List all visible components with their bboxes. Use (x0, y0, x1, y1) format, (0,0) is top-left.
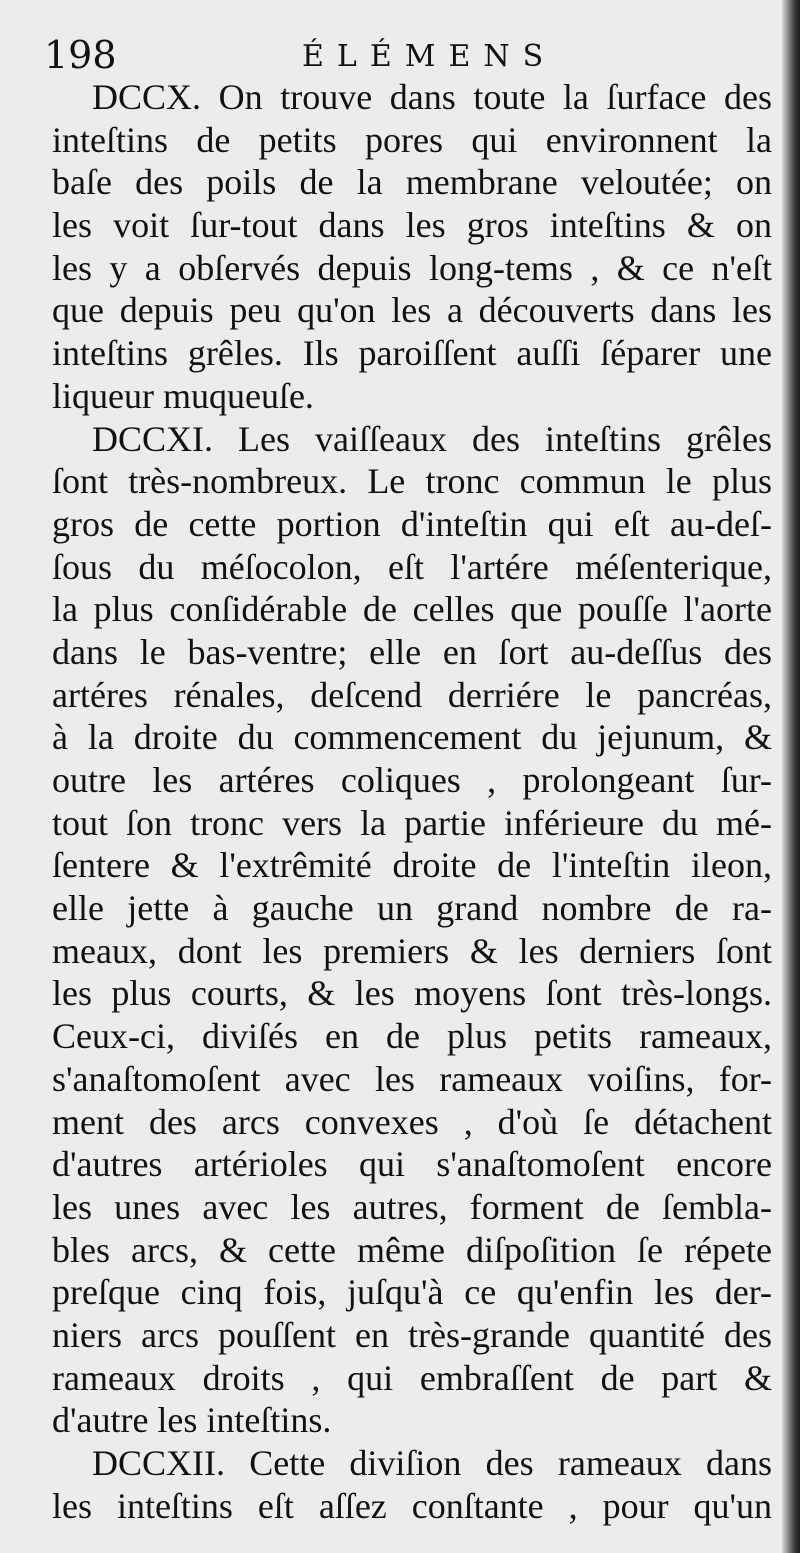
text-line: inteſtins de petits pores qui environnent la (52, 119, 772, 160)
text-line: preſque cinq fois, juſqu'à ce qu'enfin les der- (52, 1272, 772, 1313)
page-header (44, 30, 784, 80)
text-line: s'anaſtomoſent avec les rameaux voiſins, for- (52, 1058, 772, 1099)
text-line: que depuis peu qu'on les a découverts dans les (52, 290, 772, 331)
text-line: artéres rénales, deſcend derriére le pancréas, (52, 674, 772, 715)
text-line: ſous du méſocolon, eſt l'artére méſenterique, (52, 546, 772, 587)
text-line: liqueur muqueuſe. (52, 375, 314, 416)
text-line: dans le bas-ventre; elle en ſort au-deſſus des (52, 631, 772, 672)
paragraph-dccx (52, 76, 772, 418)
text-line: niers arcs pouſſent en très-grande quantité des (52, 1314, 772, 1355)
text-line: meaux, dont les premiers & les derniers ſont (52, 930, 772, 971)
text-line: ſentere & l'extrêmité droite de l'inteſtin ileon, (52, 845, 772, 886)
text-line: DCCX. On trouve dans toute la ſurface des (92, 77, 772, 117)
page-number: 198 (44, 33, 117, 77)
text-line: rameaux droits , qui embraſſent de part & (52, 1357, 772, 1398)
paragraph-dccxii (52, 1442, 772, 1527)
text-line: les y a obſervés depuis long-tems , & ce n'eſt (52, 247, 772, 288)
text-line: DCCXII. Cette diviſion des rameaux dans (92, 1443, 772, 1483)
page-gutter-shadow (782, 0, 800, 1553)
text-line: gros de cette portion d'inteſtin qui eſt au-deſ- (52, 503, 772, 544)
running-head: ÉLÉMENS (302, 39, 557, 74)
text-line: DCCXI. Les vaiſſeaux des inteſtins grêles (92, 418, 772, 459)
text-line: baſe des poils de la membrane veloutée; on (52, 162, 772, 203)
text-line: bles arcs, & cette même diſpoſition ſe répete (52, 1229, 772, 1270)
text-line: les inteſtins eſt aſſez conſtante , pour qu'un (52, 1485, 772, 1526)
text-line: d'autres artérioles qui s'anaſtomoſent encore (52, 1144, 772, 1185)
text-line: les unes avec les autres, forment de ſembla- (52, 1186, 772, 1227)
text-line: ſont très-nombreux. Le tronc commun le plus (52, 461, 772, 502)
text-line: ment des arcs convexes , d'où ſe détachent (52, 1101, 772, 1142)
text-line: Ceux-ci, diviſés en de plus petits rameaux, (52, 1016, 772, 1057)
text-line: d'autre les inteſtins. (52, 1400, 332, 1441)
text-line: outre les artéres coliques , prolongeant ſur- (52, 760, 772, 800)
text-line: à la droite du commencement du jejunum, & (52, 717, 772, 758)
text-line: inteſtins grêles. Ils paroiſſent auſſi ſéparer une (52, 333, 772, 374)
paragraph-dccxi (52, 418, 772, 1443)
body-text (52, 76, 772, 1527)
text-line: elle jette à gauche un grand nombre de ra- (52, 888, 772, 929)
text-line: tout ſon tronc vers la partie inférieure du mé- (52, 802, 772, 843)
text-line: la plus conſidérable de celles que pouſſe l'aorte (52, 589, 772, 630)
text-line: les plus courts, & les moyens ſont très-longs. (52, 973, 772, 1014)
text-line: les voit ſur-tout dans les gros inteſtins & on (52, 205, 772, 246)
